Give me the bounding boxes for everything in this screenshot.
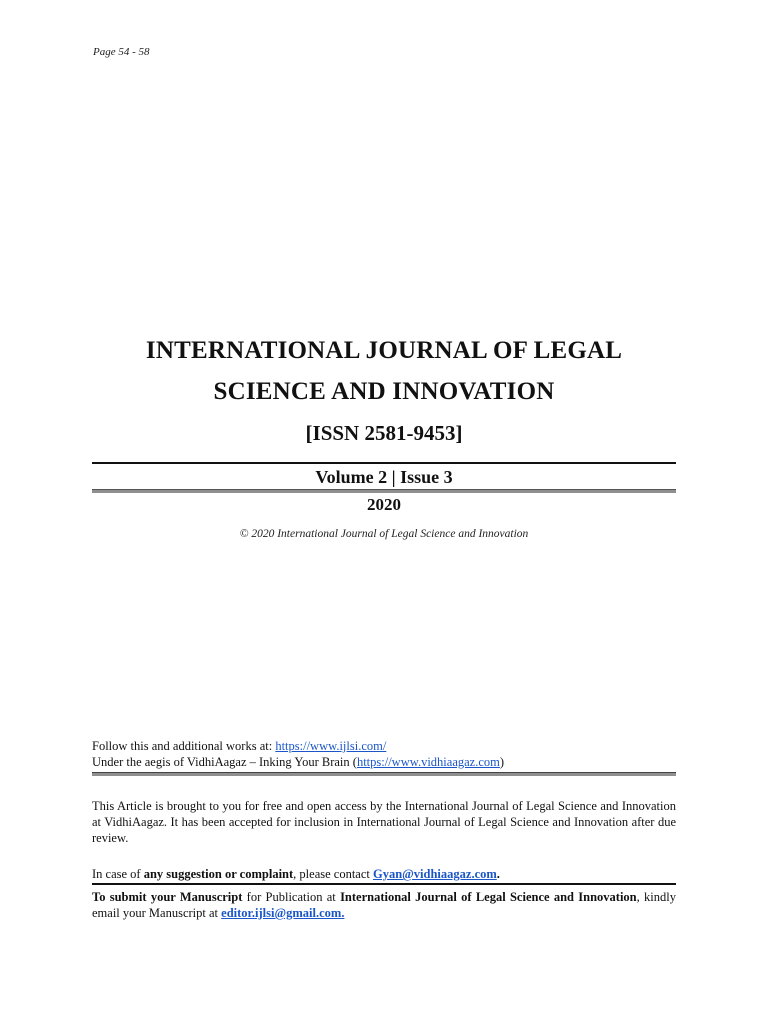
divider-top <box>92 462 676 464</box>
contact-email-link[interactable]: Gyan@vidhiaagaz.com <box>373 867 497 881</box>
aegis-text: Under the aegis of VidhiAagaz – Inking Your Brain ( <box>92 755 357 769</box>
submit-bold-2: International Journal of Legal Science and Innovation <box>340 890 637 904</box>
follow-line <box>92 738 676 754</box>
volume-issue: Volume 2 | Issue 3 <box>315 467 453 487</box>
aegis-line <box>92 754 676 770</box>
follow-text: Follow this and additional works at: <box>92 739 276 753</box>
ijlsi-website-link[interactable]: https://www.ijlsi.com/ <box>275 739 387 753</box>
aegis-close: ) <box>499 755 505 769</box>
journal-title-block <box>92 330 676 540</box>
divider-volume <box>92 489 676 493</box>
article-paragraph: This Article is brought to you for free and open access by the International Journal of Legal Science and Innovation at VidhiAagaz. It has been accepted for inclusion in International Journal of Legal Science and Innovation after due review. <box>92 799 676 845</box>
contact-mid: , please contact <box>293 867 373 881</box>
divider-submit <box>92 883 676 885</box>
submit-paragraph <box>92 889 676 921</box>
submit-bold-1: To submit your Manuscript <box>92 890 243 904</box>
contact-bold: any suggestion or complaint <box>143 867 294 881</box>
journal-title-line-2: SCIENCE AND INNOVATION <box>213 378 555 405</box>
submit-email-link[interactable]: editor.ijlsi@gmail.com. <box>221 906 345 920</box>
contact-prefix: In case of <box>92 867 144 881</box>
vidhiaagaz-website-link[interactable]: https://www.vidhiaagaz.com <box>356 755 500 769</box>
submit-text-2: , kindly email your Manuscript at <box>92 890 676 920</box>
publication-year: 2020 <box>367 495 401 514</box>
copyright-notice: © 2020 International Journal of Legal Science and Innovation <box>239 528 529 540</box>
contact-end: . <box>496 867 500 881</box>
contact-line <box>92 866 676 882</box>
page-range: Page 54 - 58 <box>93 46 150 58</box>
submit-text-1: for Publication at <box>242 890 341 904</box>
issn: [ISSN 2581-9453] <box>305 421 463 445</box>
journal-title-line-1: INTERNATIONAL JOURNAL OF LEGAL <box>145 337 623 364</box>
divider-footer <box>92 772 676 776</box>
footer-block <box>92 738 676 921</box>
